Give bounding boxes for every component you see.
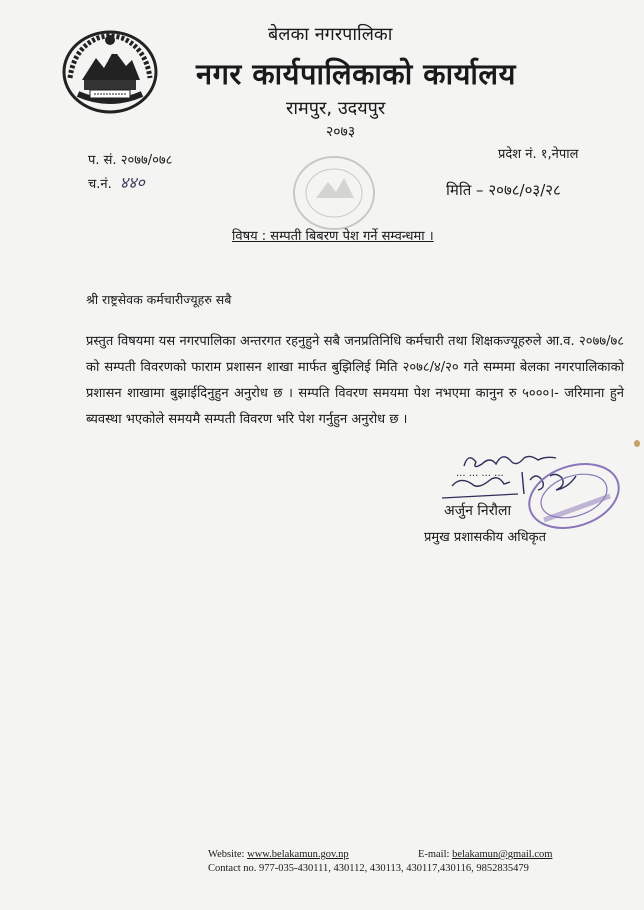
established-year: २०७३ bbox=[326, 124, 356, 140]
letter-number-value: २०७७/०७८ bbox=[120, 153, 173, 168]
letter-number-label: प. सं. bbox=[88, 153, 117, 168]
email-link[interactable]: belakamun@gmail.com bbox=[452, 849, 553, 860]
nepal-emblem-icon bbox=[60, 28, 160, 116]
date-value: २०७८/०३/२८ bbox=[488, 181, 561, 199]
reference-block bbox=[88, 150, 172, 196]
contact-label: Contact no. bbox=[208, 863, 257, 874]
dispatch-number bbox=[88, 172, 172, 196]
faint-stamp-icon bbox=[286, 148, 382, 238]
svg-text:... ... ... ...: ... ... ... ... bbox=[456, 468, 504, 479]
signer-title: प्रमुख प्रशासकीय अधिकृत bbox=[424, 530, 547, 545]
paper-mark bbox=[634, 440, 640, 447]
email-label: E-mail: bbox=[417, 849, 450, 860]
footer bbox=[208, 848, 552, 876]
subject-line: विषय : सम्पती बिबरण पेश गर्ने सम्वन्धमा । bbox=[232, 229, 434, 244]
municipality-name: बेलका नगरपालिका bbox=[268, 24, 393, 45]
footer-line-1 bbox=[208, 848, 552, 862]
letter-number bbox=[88, 150, 172, 172]
website-label: Website: bbox=[208, 849, 245, 860]
date-line bbox=[446, 180, 561, 200]
office-title: नगर कार्यपालिकाको कार्यालय bbox=[196, 57, 516, 91]
website-link[interactable]: www.belakamun.gov.np bbox=[247, 849, 349, 860]
contact-numbers: 977-035-430111, 430112, 430113, 430117,430116, 9852835479 bbox=[259, 863, 529, 874]
dispatch-number-label: च.नं. bbox=[88, 177, 112, 192]
office-location: रामपुर, उदयपुर bbox=[286, 98, 386, 119]
date-label: मिति – bbox=[446, 181, 484, 199]
addressee: श्री राष्ट्रसेवक कर्मचारीज्यूहरु सबै bbox=[86, 292, 232, 307]
letter-body: प्रस्तुत विषयमा यस नगरपालिका अन्तरगत रहनुहुने सबै जनप्रतिनिधि कर्मचारी तथा शिक्षकज्यूहरुले आ.व. २०७७/७८ को सम्पती विवरणको फाराम प्रशासन शाखा मार्फत बुझिलिई मिति २०७८/४/२० गते सम्ममा बेलका नगरपालिकाको प्रशासन शाखामा बुझाईदिनुहुन अनुरोध छ । सम्पति विवरण समयमा पेश नभएमा कानुन रु ५०००।- जरिमाना हुने ब्यवस्था भएकोले समयमै सम्पती विवरण भरि पेश गर्नुहुन अनुरोध छ । bbox=[86, 334, 624, 427]
footer-line-2 bbox=[208, 862, 552, 876]
signer-name: अर्जुन निरौला bbox=[444, 503, 512, 519]
dispatch-number-value: ४४० bbox=[119, 173, 145, 192]
province-label: प्रदेश नं. १,नेपाल bbox=[498, 147, 579, 162]
